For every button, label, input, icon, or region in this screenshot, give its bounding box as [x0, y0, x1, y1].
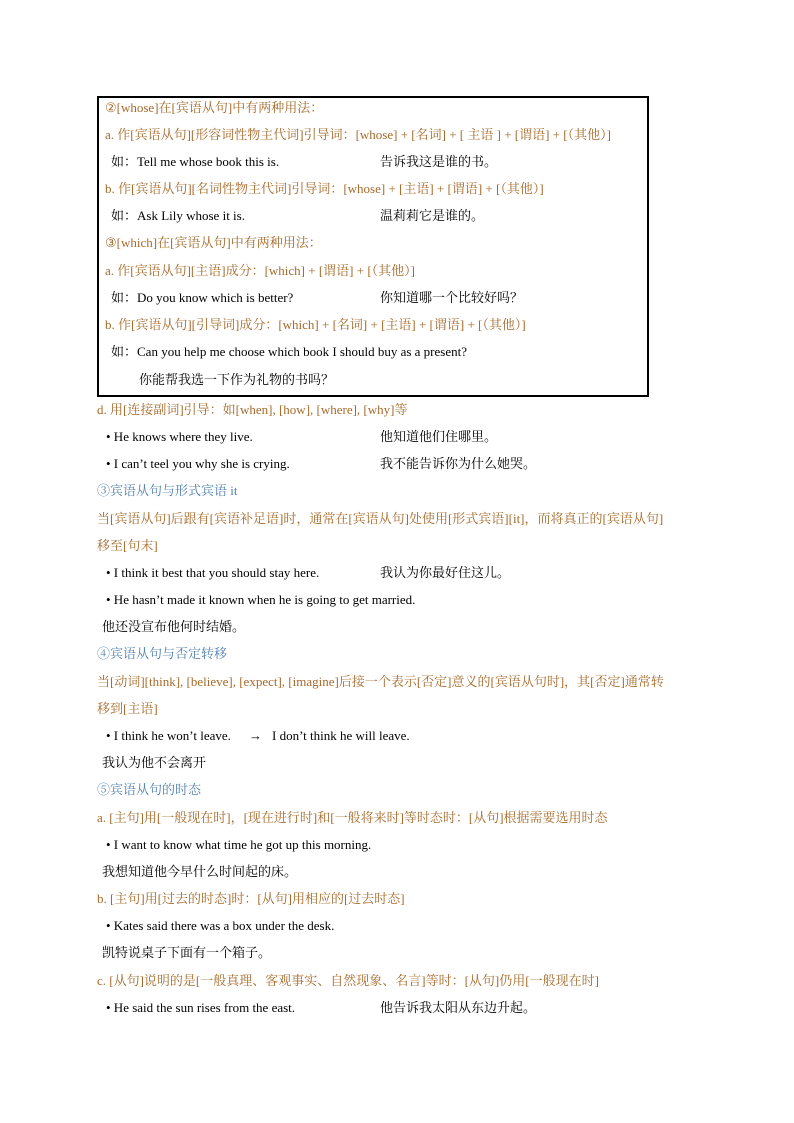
- which-heading: ③[which]在[宾语从句]中有两种用法：: [105, 235, 322, 250]
- d-example-1: • He knows where they live.: [106, 429, 253, 444]
- d-example-2: • I can’t teel you why she is crying.: [106, 456, 290, 471]
- section-5-rule-b: b. [主句]用[过去的时态]时：[从句]用相应的[过去时态]: [97, 891, 405, 906]
- section-5-rule-a: a. [主句]用[一般现在时]，[现在进行时]和[一般将来时]等时态时：[从句]根据需要选用时态: [97, 810, 608, 825]
- section-5-translation-a: 我想知道他今早什么时间起的床。: [102, 864, 298, 879]
- which-a-example: 如：Do you know which is better?: [111, 290, 294, 305]
- section-5-example-c: • He said the sun rises from the east.: [106, 1000, 296, 1015]
- section-3-rule-line-2: 移至[句末]: [97, 538, 158, 553]
- whose-usage-a: a. 作[宾语从句][形容词性物主代词]引导词：[whose] + [名词] + [ 主语 ] + [谓语] + [（其他）]: [105, 127, 611, 142]
- d-translation-2: 我不能告诉你为什么她哭。: [380, 456, 537, 471]
- section-4-example-transformed: I don’t think he will leave.: [272, 728, 410, 743]
- which-b-translation: 你能帮我选一下作为礼物的书吗？: [139, 372, 335, 387]
- which-a-translation: 你知道哪一个比较好吗？: [380, 290, 524, 305]
- whose-heading: ②[whose]在[宾语从句]中有两种用法：: [105, 100, 324, 115]
- section-5-translation-b: 凯特说桌子下面有一个箱子。: [102, 945, 272, 960]
- section-5-rule-c: c. [从句]说明的是[一般真理、客观事实、自然现象、名言]等时：[从句]仍用[一般现在时]: [97, 973, 599, 988]
- section-4-rule-line-1: 当[动词][think], [believe], [expect], [imagine]后接一个表示[否定]意义的[宾语从句时]，其[否定]通常转: [97, 674, 664, 689]
- section-4-translation: 我认为他不会离开: [102, 755, 207, 770]
- section-5-example-a: • I want to know what time he got up this morning.: [106, 837, 372, 852]
- section-5-title: ⑤宾语从句的时态: [97, 782, 202, 797]
- section-4-rule-line-2: 移到[主语]: [97, 701, 158, 716]
- section-3-example-2: • He hasn’t made it known when he is going to get married.: [106, 592, 416, 607]
- which-usage-a: a. 作[宾语从句][主语]成分：[which] + [谓语] + [（其他）]: [105, 263, 415, 278]
- section-5-translation-c: 他告诉我太阳从东边升起。: [380, 1000, 537, 1015]
- which-b-example: 如：Can you help me choose which book I should buy as a present?: [111, 344, 467, 359]
- which-usage-b: b. 作[宾语从句][引导词]成分：[which] + [名词] + [主语] + [谓语] + [（其他）]: [105, 317, 526, 332]
- whose-a-example: 如：Tell me whose book this is.: [111, 154, 280, 169]
- d-translation-1: 他知道他们住哪里。: [380, 429, 498, 444]
- section-4-title: ④宾语从句与否定转移: [97, 646, 228, 661]
- section-3-translation-1: 我认为你最好住这儿。: [380, 565, 511, 580]
- whose-a-translation: 告诉我这是谁的书。: [380, 154, 498, 169]
- transform-arrow-icon: →: [249, 728, 262, 743]
- section-5-example-b: • Kates said there was a box under the desk.: [106, 918, 335, 933]
- section-3-translation-2: 他还没宣布他何时结婚。: [102, 619, 246, 634]
- section-3-rule-line-1: 当[宾语从句]后跟有[宾语补足语]时，通常在[宾语从句]处使用[形式宾语][it]，而将真正的[宾语从句]: [97, 511, 664, 526]
- whose-b-translation: 温莉莉它是谁的。: [380, 208, 485, 223]
- section-3-title: ③宾语从句与形式宾语 it: [97, 483, 238, 498]
- whose-usage-b: b. 作[宾语从句][名词性物主代词]引导词：[whose] + [主语] + [谓语] + [（其他）]: [105, 181, 544, 196]
- section-4-example-original: • I think he won’t leave.: [106, 728, 231, 743]
- section-3-example-1: • I think it best that you should stay here.: [106, 565, 320, 580]
- whose-b-example: 如：Ask Lily whose it is.: [111, 208, 245, 223]
- d-heading: d. 用[连接副词]引导：如[when], [how], [where], [why]等: [97, 402, 408, 417]
